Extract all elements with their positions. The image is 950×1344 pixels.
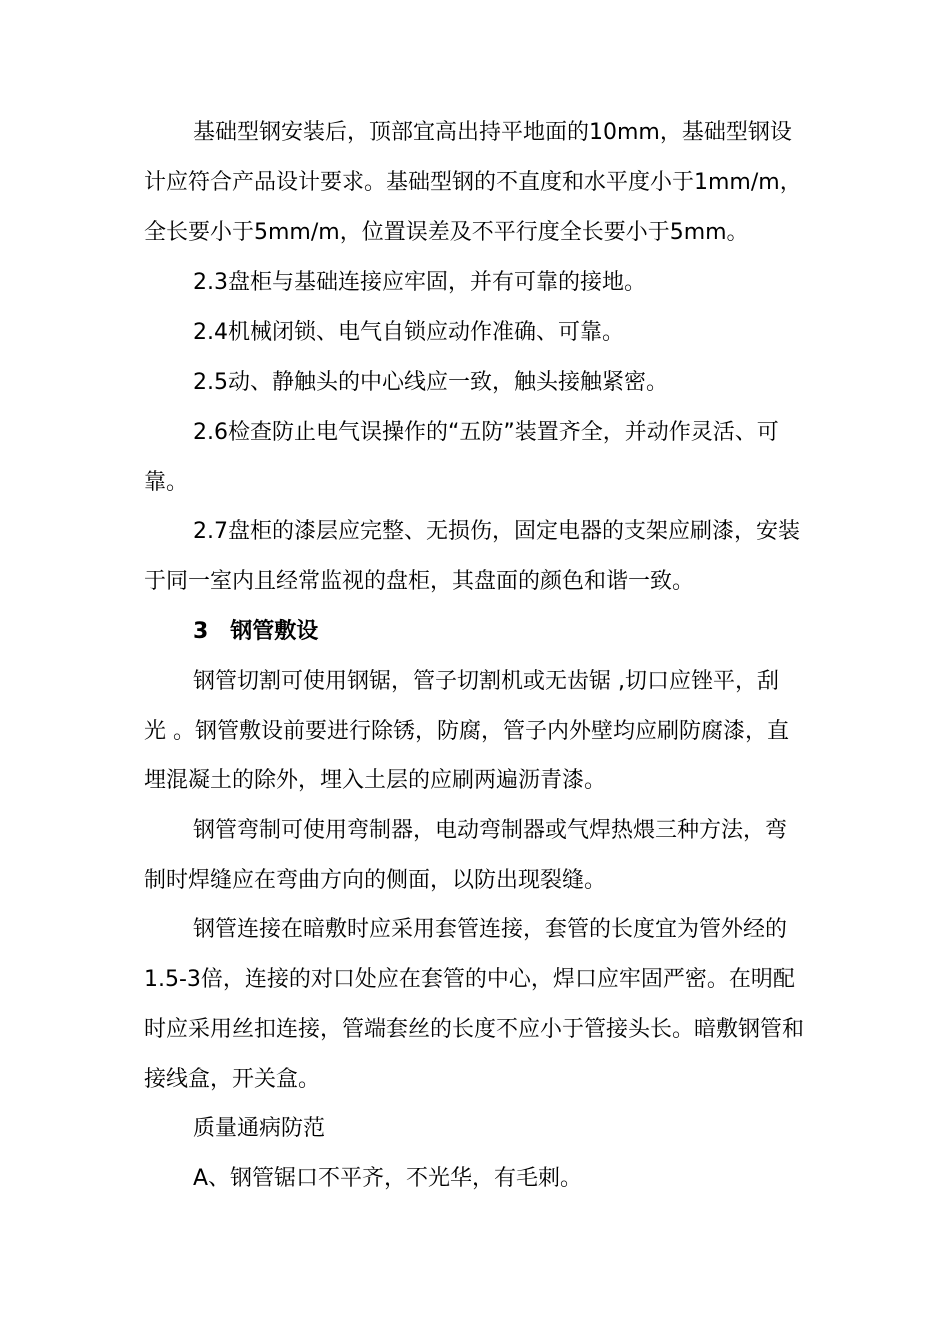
text-line: 钢管弯制可使用弯制器，电动弯制器或气焊热煨三种方法，弯 <box>193 818 788 843</box>
text-line: 于同一室内且经常监视的盘柜，其盘面的颜色和谐一致。 <box>144 569 695 594</box>
text-line: 制时焊缝应在弯曲方向的侧面，以防出现裂缝。 <box>144 868 607 893</box>
text-line: 全长要小于5mm/m，位置误差及不平行度全长要小于5mm。 <box>144 220 749 245</box>
text-line: 钢管切割可使用钢锯，管子切割机或无齿锯 ,切口应锉平，刮 <box>193 669 779 694</box>
text-line: 2.6检查防止电气误操作的“五防”装置齐全，并动作灵活、可 <box>193 420 779 445</box>
text-line: 计应符合产品设计要求。基础型钢的不直度和水平度小于1mm/m， <box>144 170 802 195</box>
text-line: 2.5动、静触头的中心线应一致，触头接触紧密。 <box>193 370 668 395</box>
text-line: 2.7盘柜的漆层应完整、无损伤，固定电器的支架应刷漆，安装 <box>193 519 800 544</box>
text-line: A、钢管锯口不平齐，不光华，有毛刺。 <box>193 1166 583 1191</box>
text-line: 时应采用丝扣连接，管端套丝的长度不应小于管接头长。暗敷钢管和 <box>144 1017 805 1042</box>
text-line: 光 。钢管敷设前要进行除锈，防腐，管子内外壁均应刷防腐漆，直 <box>144 719 789 744</box>
text-line: 1.5-3倍，连接的对口处应在套管的中心，焊口应牢固严密。在明配 <box>144 967 795 992</box>
text-line: 2.3盘柜与基础连接应牢固，并有可靠的接地。 <box>193 270 646 295</box>
text-line: 2.4机械闭锁、电气自锁应动作准确、可靠。 <box>193 320 624 345</box>
text-line: 埋混凝土的除外，埋入土层的应刷两遍沥青漆。 <box>144 768 607 793</box>
subheading: 质量通病防范 <box>193 1116 326 1141</box>
text-line: 接线盒，开关盒。 <box>144 1067 321 1092</box>
text-line: 靠。 <box>144 470 189 495</box>
section-heading: 3 钢管敷设 <box>193 619 319 644</box>
text-line: 基础型钢安装后，顶部宜高出持平地面的10mm，基础型钢设 <box>193 120 792 145</box>
text-line: 钢管连接在暗敷时应采用套管连接，套管的长度宜为管外经的 <box>193 917 788 942</box>
